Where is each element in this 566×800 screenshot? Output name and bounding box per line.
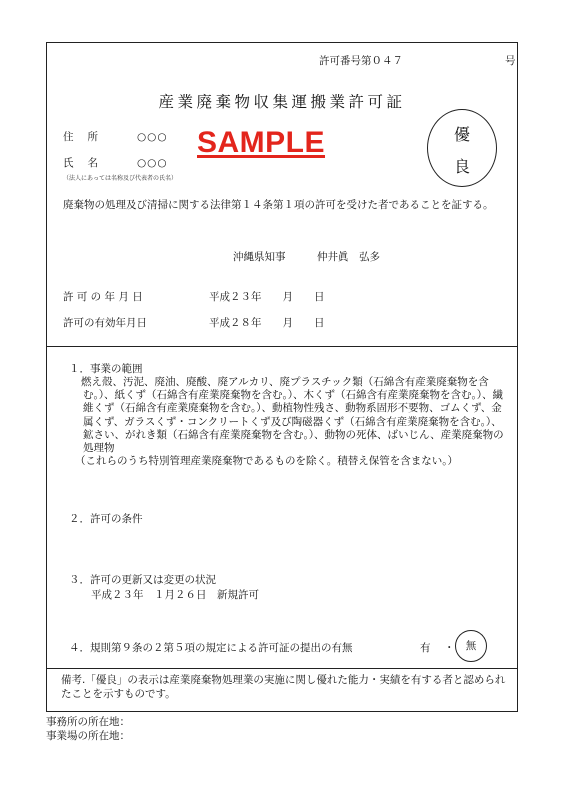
business-scope-title: １．事業の範囲 <box>69 363 143 375</box>
issuer-title: 沖縄県知事 <box>233 251 286 263</box>
sample-stamp: SAMPLE <box>197 126 326 159</box>
renewal-status-title: ３．許可の更新又は変更の状況 <box>69 574 216 586</box>
name-value: ○○○ <box>137 157 168 169</box>
permit-number: 許可番号第０４７ <box>319 55 403 67</box>
submission-question: ４．規則第９条の２第５項の規定による許可証の提出の有無 <box>69 642 353 654</box>
site-address-label: 事業場の所在地： <box>46 730 130 742</box>
expiry-date-value: 平成２８年 月 日 <box>209 317 325 329</box>
address-label: 住所 <box>63 131 112 143</box>
permit-date-value: 平成２３年 月 日 <box>209 291 325 303</box>
certification-statement: 廃棄物の処理及び清掃に関する法律第１４条第１項の許可を受けた者であることを証する。 <box>63 199 494 211</box>
excellence-seal <box>427 109 497 187</box>
renewal-status-detail: 平成２３年 １月２６日 新規許可 <box>91 589 259 601</box>
divider-top <box>47 346 517 347</box>
permit-number-suffix: 号 <box>505 55 516 67</box>
permit-date-label: 許 可 の 年 月 日 <box>63 291 143 303</box>
submission-no-circled: 無 <box>455 630 487 662</box>
issuer-name: 仲井眞 弘多 <box>317 251 380 263</box>
business-scope-body: 燃え殻、汚泥、廃油、廃酸、廃アルカリ、廃プラスチック類（石綿含有産業廃棄物を含む。）、紙くず（石綿含有産業廃棄物を含む。）、木くず（石綿含有産業廃棄物を含む。）、繊維くず（石綿含有産業廃棄物を含む。）、動植物性残さ、動物系固形不要物、ゴムくず、金属くず、ガラスくず・コンクリートくず及び陶磁器くず（石綿含有産業廃棄物を含む。）、鉱さい、がれき類（石綿含有産業廃棄物を含む。）、動物の死体、ばいじん、産業廃棄物の処理物 <box>81 376 504 454</box>
submission-separator: ・ <box>444 642 455 654</box>
certificate-title: 産業廃棄物収集運搬業許可証 <box>158 93 406 111</box>
business-scope-exclusion: （これらのうち特別管理産業廃棄物であるものを除く。積替え保管を含まない。） <box>75 454 459 467</box>
seal-char-1: 優 <box>453 125 470 144</box>
name-note: （法人にあっては名称及び代表者の氏名） <box>63 175 177 182</box>
submission-yes: 有 <box>420 642 431 654</box>
address-value: ○○○ <box>137 131 168 143</box>
permit-conditions-title: ２．許可の条件 <box>69 513 143 525</box>
permit-certificate <box>46 42 518 712</box>
name-label: 氏名 <box>63 157 112 169</box>
office-address-label: 事務所の所在地： <box>46 716 130 728</box>
business-scope-section <box>69 363 509 468</box>
divider-bottom <box>47 668 517 669</box>
expiry-date-label: 許可の有効年月日 <box>63 317 147 329</box>
remarks: 備考.「優良」の表示は産業廃棄物処理業の実施に関し優れた能力・実績を有する者と認められたことを示すものです。 <box>61 674 506 700</box>
seal-char-2: 良 <box>453 157 470 176</box>
